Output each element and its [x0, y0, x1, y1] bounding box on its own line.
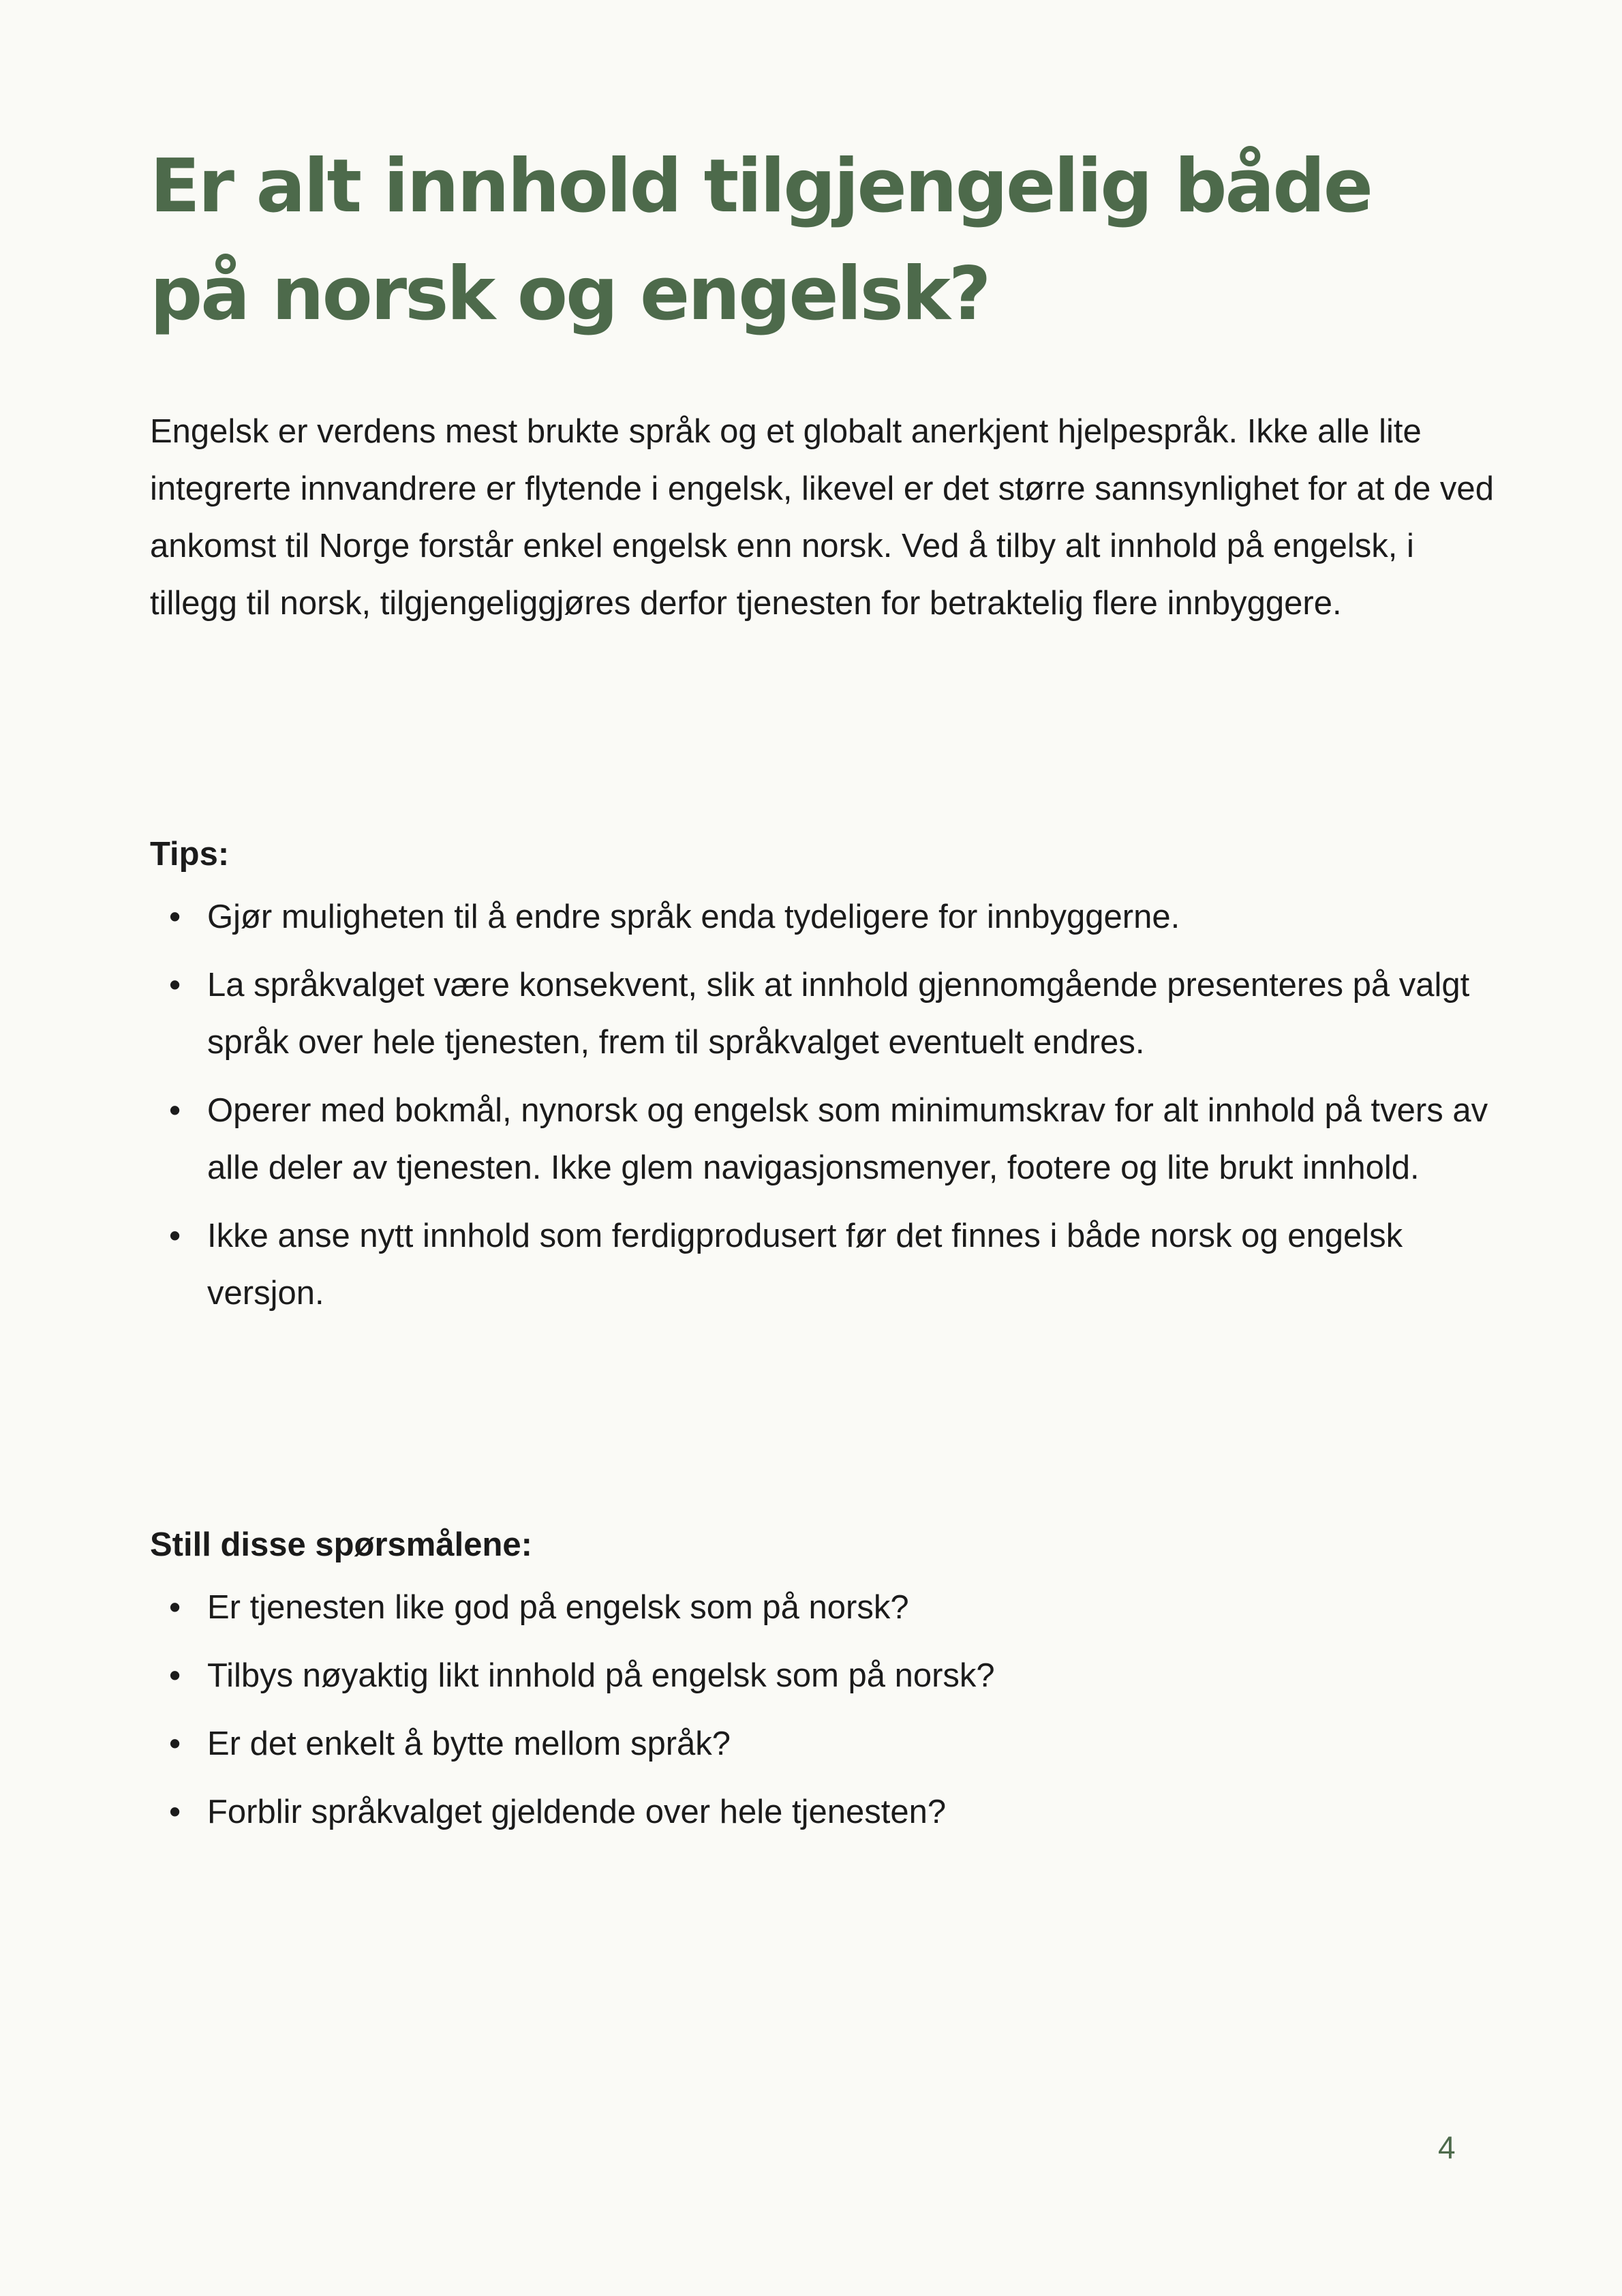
bullet-icon: • [169, 1657, 181, 1694]
bullet-icon: • [169, 1092, 181, 1129]
list-item-text: Gjør muligheten til å endre språk enda tydeligere for innbyggerne. [207, 898, 1180, 935]
questions-list [150, 1579, 1506, 1852]
bullet-icon: • [169, 1218, 181, 1254]
page-title: Er alt innhold tilgjengelig både på norsk og engelsk? [150, 144, 1371, 337]
bullet-icon: • [169, 1725, 181, 1762]
bullet-icon: • [169, 1589, 181, 1626]
list-item-text: Tilbys nøyaktig likt innhold på engelsk som på norsk? [207, 1657, 995, 1694]
bullet-icon: • [169, 967, 181, 1003]
bullet-icon: • [169, 1794, 181, 1830]
list-item [150, 888, 1506, 946]
list-item [150, 1082, 1506, 1196]
intro-paragraph: Engelsk er verdens mest brukte språk og et globalt anerkjent hjelpespråk. Ikke alle lite integrerte innvandrere er flytende i engelsk, likevel er det større sannsynlighet for at de ved ankomst til Norge forstår enkel engelsk enn norsk. Ved å tilby alt innhold på engelsk, i tillegg til norsk, tilgjengeliggjøres derfor tjenesten for betraktelig flere innbyggere. [150, 413, 1494, 622]
list-item [150, 1579, 1506, 1636]
list-item [150, 1715, 1506, 1772]
list-item-text: La språkvalget være konsekvent, slik at innhold gjennomgående presenteres på valgt språk over hele tjenesten, frem til språkvalget eventuelt endres. [207, 967, 1470, 1061]
tips-heading: Tips: [150, 836, 230, 873]
list-item-text: Er det enkelt å bytte mellom språk? [207, 1725, 731, 1762]
list-item-text: Ikke anse nytt innhold som ferdigprodusert før det finnes i både norsk og engelsk versjon. [207, 1218, 1403, 1312]
list-item [150, 1647, 1506, 1704]
list-item-text: Forblir språkvalget gjeldende over hele tjenesten? [207, 1794, 947, 1830]
page-number: 4 [1438, 2130, 1456, 2165]
list-item-text: Operer med bokmål, nynorsk og engelsk som minimumskrav for alt innhold på tvers av alle deler av tjenesten. Ikke glem navigasjonsmenyer, footere og lite brukt innhold. [207, 1092, 1488, 1186]
list-item [150, 956, 1506, 1071]
list-item-text: Er tjenesten like god på engelsk som på norsk? [207, 1589, 909, 1626]
bullet-icon: • [169, 898, 181, 935]
questions-heading: Still disse spørsmålene: [150, 1526, 532, 1563]
list-item [150, 1207, 1506, 1322]
tips-list [150, 888, 1506, 1333]
list-item [150, 1783, 1506, 1841]
